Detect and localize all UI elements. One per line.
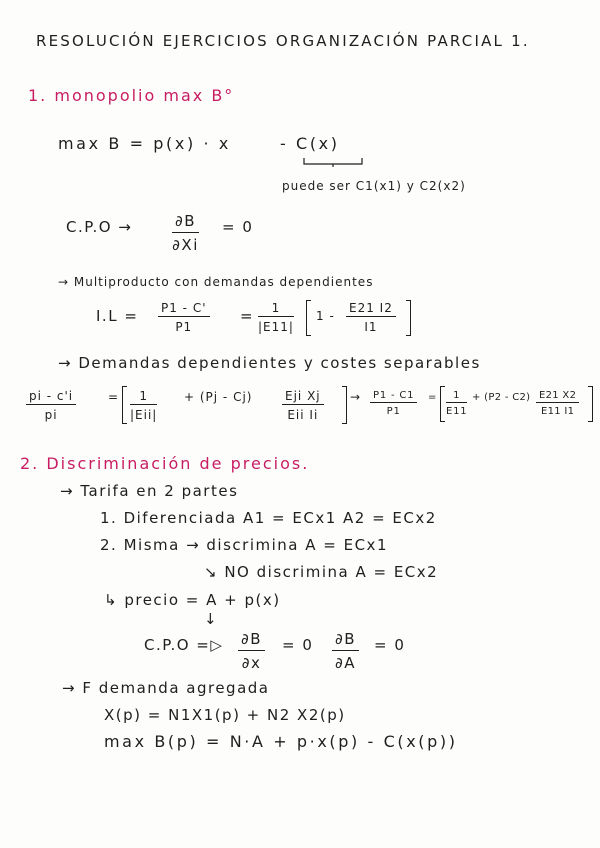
dep-fraction-2 bbox=[130, 389, 157, 422]
down-arrow-icon: ↓ bbox=[204, 610, 219, 628]
cpo-denominator: ∂Xi bbox=[172, 236, 199, 254]
dep-equals: = bbox=[108, 390, 120, 404]
aggregate-demand-equation: X(p) = N1X1(p) + N2 X2(p) bbox=[104, 706, 346, 724]
section-2-heading: 2. Discriminación de precios. bbox=[20, 454, 310, 473]
cpo2-f2-den: ∂A bbox=[335, 654, 357, 672]
cpo-equals: = 0 bbox=[222, 218, 254, 236]
max-profit-equation: max B(p) = N·A + p·x(p) - C(x(p)) bbox=[104, 732, 458, 751]
cpo-fraction bbox=[172, 212, 199, 254]
cpo2-equals-1: = 0 bbox=[282, 636, 314, 654]
il-left-bracket bbox=[306, 300, 311, 336]
cpo2-f2-num: ∂B bbox=[332, 630, 359, 651]
page-title: RESOLUCIÓN EJERCICIOS ORGANIZACIÓN PARCIAL 1. bbox=[36, 32, 530, 50]
dep-f4-den: P1 bbox=[386, 406, 401, 417]
dep-f2-num: 1 bbox=[130, 389, 157, 405]
underbrace-icon bbox=[302, 156, 364, 168]
il-label: I.L = bbox=[96, 307, 139, 325]
dep-f6-den: E11 I1 bbox=[540, 406, 575, 417]
il-fraction-2-den: |E11| bbox=[258, 320, 294, 334]
dep-arrow: → bbox=[350, 390, 362, 404]
cost-term: - C(x) bbox=[280, 134, 340, 153]
cpo2-f1-num: ∂B bbox=[238, 630, 265, 651]
il-bracket-pre: 1 - bbox=[316, 309, 335, 323]
dep-f4-num: P1 - C1 bbox=[370, 390, 417, 403]
dep-fraction-3 bbox=[282, 389, 324, 422]
cpo-numerator: ∂B bbox=[172, 212, 199, 233]
dep-f5-num: 1 bbox=[446, 390, 467, 403]
dep-f2-den: |Eii| bbox=[130, 408, 158, 422]
il-numerator: P1 - C' bbox=[158, 301, 210, 317]
dependent-heading: → Demandas dependientes y costes separables bbox=[58, 354, 481, 372]
max-b-equation: max B = p(x) · x bbox=[58, 134, 231, 153]
dep-left-bracket bbox=[122, 386, 127, 424]
dep-f3-num: Eji Xj bbox=[282, 389, 324, 405]
dep-f5-den: E11 bbox=[446, 406, 468, 417]
dep-f6-num: E21 X2 bbox=[536, 390, 579, 403]
il-fraction-2-num: 1 bbox=[258, 301, 294, 317]
section-1-heading: 1. monopolio max B° bbox=[28, 86, 235, 105]
dep-f3-den: Eii Ii bbox=[287, 408, 319, 422]
cpo2-fraction-2 bbox=[332, 630, 359, 672]
dep-middle-term: + (Pj - Cj) bbox=[184, 390, 253, 404]
il-fraction-3-num: E21 I2 bbox=[346, 301, 396, 317]
tarifa-heading: → Tarifa en 2 partes bbox=[60, 482, 239, 500]
il-fraction-2 bbox=[258, 301, 294, 334]
multiproduct-heading: → Multiproducto con demandas dependientes bbox=[58, 275, 374, 289]
il-denominator: P1 bbox=[175, 320, 193, 334]
dep-f1-den: pi bbox=[44, 408, 58, 422]
dep-fraction-4 bbox=[370, 390, 417, 417]
dep-f1-num: pi - c'i bbox=[26, 389, 76, 405]
dep-fraction-6 bbox=[536, 390, 579, 417]
dep-middle-term-2: + (P2 - C2) bbox=[472, 392, 531, 403]
il-fraction-3 bbox=[346, 301, 396, 334]
dep-right-bracket bbox=[342, 386, 347, 424]
il-right-bracket bbox=[406, 300, 411, 336]
cpo2-label: C.P.O =▷ bbox=[144, 636, 224, 654]
dep-fraction-5 bbox=[446, 390, 467, 417]
aggregate-demand-heading: → F demanda agregada bbox=[62, 679, 270, 697]
dep-left-bracket-2 bbox=[440, 386, 445, 422]
cpo2-f1-den: ∂x bbox=[241, 654, 262, 672]
cpo2-equals-2: = 0 bbox=[374, 636, 406, 654]
dep-equals-2: = bbox=[428, 392, 438, 403]
item-differentiated: 1. Diferenciada A1 = ECx1 A2 = ECx2 bbox=[100, 509, 437, 527]
il-fraction-3-den: I1 bbox=[364, 320, 378, 334]
cpo2-fraction-1 bbox=[238, 630, 265, 672]
dep-fraction-1 bbox=[26, 389, 76, 422]
price-equation: ↳ precio = A + p(x) bbox=[104, 591, 281, 609]
item-no-discrimination: ↘ NO discrimina A = ECx2 bbox=[204, 563, 439, 581]
cost-note: puede ser C1(x1) y C2(x2) bbox=[282, 179, 466, 193]
il-fraction-1 bbox=[158, 301, 210, 334]
cpo-label: C.P.O → bbox=[66, 218, 133, 236]
dep-right-bracket-2 bbox=[588, 386, 593, 422]
il-equals: = bbox=[240, 307, 255, 325]
item-same: 2. Misma → discrimina A = ECx1 bbox=[100, 536, 388, 554]
